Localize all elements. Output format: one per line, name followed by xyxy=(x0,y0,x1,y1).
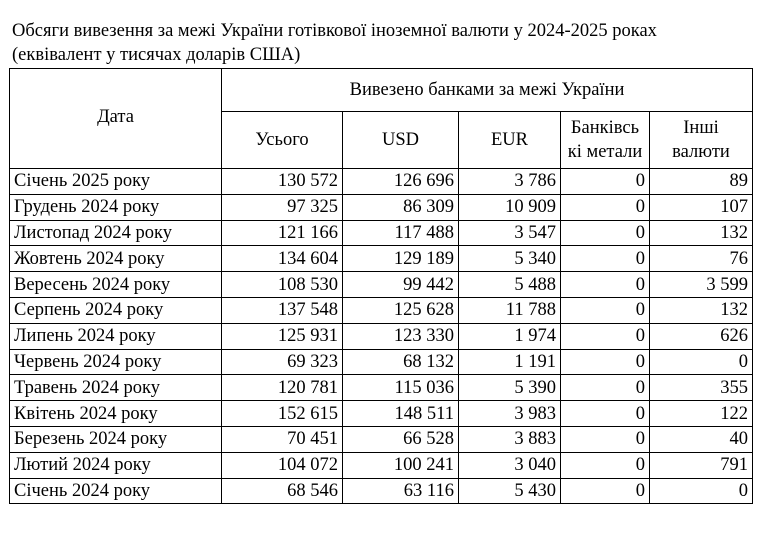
cell-total: 130 572 xyxy=(222,169,343,195)
cell-eur: 1 191 xyxy=(459,349,561,375)
row-date: Листопад 2024 року xyxy=(10,220,222,246)
cell-total: 121 166 xyxy=(222,220,343,246)
cell-usd: 126 696 xyxy=(343,169,459,195)
cell-bank-metals: 0 xyxy=(561,401,650,427)
cell-usd: 123 330 xyxy=(343,323,459,349)
cell-usd: 63 116 xyxy=(343,478,459,504)
row-date: Липень 2024 року xyxy=(10,323,222,349)
cell-other-currencies: 3 599 xyxy=(650,272,753,298)
row-date: Червень 2024 року xyxy=(10,349,222,375)
cell-total: 152 615 xyxy=(222,401,343,427)
table-row xyxy=(10,169,753,195)
header-group-exported-by-banks: Вивезено банками за межі України xyxy=(222,69,753,112)
header-other-currencies: Інші валюти xyxy=(650,112,753,169)
cell-usd: 68 132 xyxy=(343,349,459,375)
cell-usd: 115 036 xyxy=(343,375,459,401)
cell-eur: 3 983 xyxy=(459,401,561,427)
cell-other-currencies: 132 xyxy=(650,220,753,246)
header-total: Усього xyxy=(222,112,343,169)
cell-bank-metals: 0 xyxy=(561,349,650,375)
cell-usd: 66 528 xyxy=(343,426,459,452)
cell-other-currencies: 122 xyxy=(650,401,753,427)
cell-total: 120 781 xyxy=(222,375,343,401)
cell-other-currencies: 76 xyxy=(650,246,753,272)
row-date: Вересень 2024 року xyxy=(10,272,222,298)
cell-usd: 100 241 xyxy=(343,452,459,478)
cell-bank-metals: 0 xyxy=(561,426,650,452)
cell-eur: 3 786 xyxy=(459,169,561,195)
title-line-2: (еквівалент у тисячах доларів США) xyxy=(12,45,301,65)
cell-other-currencies: 791 xyxy=(650,452,753,478)
table-row xyxy=(10,478,753,504)
cell-total: 134 604 xyxy=(222,246,343,272)
cell-total: 97 325 xyxy=(222,194,343,220)
table-row xyxy=(10,194,753,220)
cell-other-currencies: 0 xyxy=(650,478,753,504)
table-row xyxy=(10,401,753,427)
row-date: Квітень 2024 року xyxy=(10,401,222,427)
cell-bank-metals: 0 xyxy=(561,220,650,246)
cell-other-currencies: 40 xyxy=(650,426,753,452)
row-date: Жовтень 2024 року xyxy=(10,246,222,272)
currency-export-table xyxy=(9,68,753,504)
cell-eur: 11 788 xyxy=(459,297,561,323)
cell-eur: 5 340 xyxy=(459,246,561,272)
row-date: Січень 2025 року xyxy=(10,169,222,195)
cell-total: 104 072 xyxy=(222,452,343,478)
cell-total: 70 451 xyxy=(222,426,343,452)
row-date: Грудень 2024 року xyxy=(10,194,222,220)
table-row xyxy=(10,375,753,401)
cell-usd: 148 511 xyxy=(343,401,459,427)
cell-total: 69 323 xyxy=(222,349,343,375)
cell-bank-metals: 0 xyxy=(561,246,650,272)
cell-eur: 1 974 xyxy=(459,323,561,349)
cell-bank-metals: 0 xyxy=(561,272,650,298)
cell-other-currencies: 132 xyxy=(650,297,753,323)
row-date: Травень 2024 року xyxy=(10,375,222,401)
cell-total: 137 548 xyxy=(222,297,343,323)
cell-bank-metals: 0 xyxy=(561,375,650,401)
cell-other-currencies: 355 xyxy=(650,375,753,401)
cell-total: 108 530 xyxy=(222,272,343,298)
row-date: Серпень 2024 року xyxy=(10,297,222,323)
cell-eur: 3 547 xyxy=(459,220,561,246)
cell-usd: 117 488 xyxy=(343,220,459,246)
table-row xyxy=(10,297,753,323)
cell-usd: 99 442 xyxy=(343,272,459,298)
table-row xyxy=(10,426,753,452)
header-usd: USD xyxy=(343,112,459,169)
table-row xyxy=(10,246,753,272)
cell-bank-metals: 0 xyxy=(561,169,650,195)
cell-eur: 5 390 xyxy=(459,375,561,401)
cell-bank-metals: 0 xyxy=(561,478,650,504)
header-date: Дата xyxy=(10,69,222,169)
title-line-1: Обсяги вивезення за межі України готівкової іноземної валюти у 2024-2025 роках xyxy=(12,21,657,41)
cell-usd: 86 309 xyxy=(343,194,459,220)
row-date: Лютий 2024 року xyxy=(10,452,222,478)
table-row xyxy=(10,272,753,298)
table-row xyxy=(10,220,753,246)
cell-other-currencies: 626 xyxy=(650,323,753,349)
cell-bank-metals: 0 xyxy=(561,323,650,349)
cell-eur: 3 040 xyxy=(459,452,561,478)
cell-eur: 10 909 xyxy=(459,194,561,220)
cell-bank-metals: 0 xyxy=(561,452,650,478)
cell-other-currencies: 0 xyxy=(650,349,753,375)
header-bank-metals: Банківсь кі метали xyxy=(561,112,650,169)
cell-usd: 125 628 xyxy=(343,297,459,323)
cell-total: 68 546 xyxy=(222,478,343,504)
row-date: Січень 2024 року xyxy=(10,478,222,504)
cell-other-currencies: 107 xyxy=(650,194,753,220)
cell-eur: 5 430 xyxy=(459,478,561,504)
cell-total: 125 931 xyxy=(222,323,343,349)
cell-eur: 3 883 xyxy=(459,426,561,452)
table-row xyxy=(10,349,753,375)
table-row xyxy=(10,323,753,349)
cell-bank-metals: 0 xyxy=(561,297,650,323)
cell-usd: 129 189 xyxy=(343,246,459,272)
cell-eur: 5 488 xyxy=(459,272,561,298)
row-date: Березень 2024 року xyxy=(10,426,222,452)
cell-other-currencies: 89 xyxy=(650,169,753,195)
table-row xyxy=(10,452,753,478)
header-eur: EUR xyxy=(459,112,561,169)
cell-bank-metals: 0 xyxy=(561,194,650,220)
document-title xyxy=(12,19,657,67)
